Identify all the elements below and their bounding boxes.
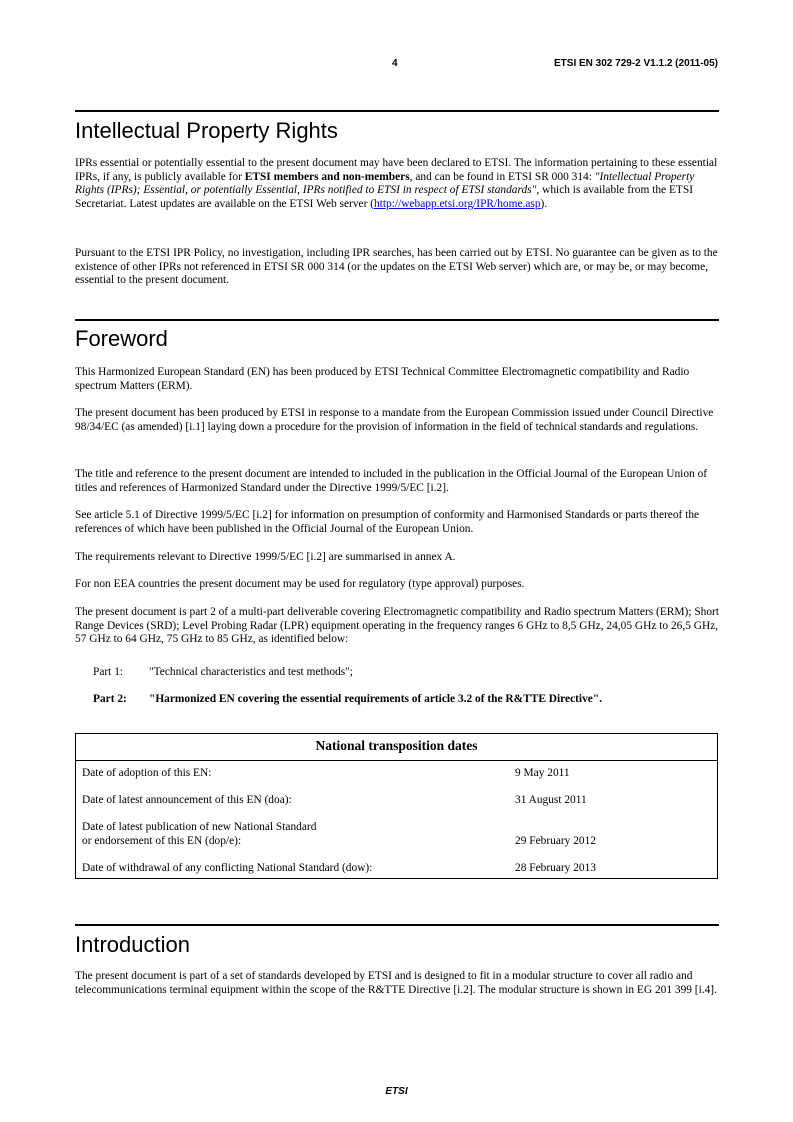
document-id: ETSI EN 302 729-2 V1.1.2 (2011-05) xyxy=(554,58,718,69)
part-1-line xyxy=(93,665,353,679)
ipr-paragraph-1: IPRs essential or potentially essential to the present document may have been declared to ETSI. The information pertaining to these essential IPRs, if any, is publicly available for ETSI members and non-members, and can be found in ETSI SR 000 314: "Intellectual Property Rights (IPRs); Essential, or potentially Essential, IPRs notified to ETSI in respect of ETSI standards", which is available from the ETSI Secretariat. Latest updates are available on the ETSI Web server (http://webapp.etsi.org/IPR/home.asp). xyxy=(75,157,718,210)
table-row-label: Date of withdrawal of any conflicting National Standard (dow): xyxy=(82,862,373,874)
ipr-heading: Intellectual Property Rights xyxy=(75,118,338,143)
foreword-paragraph-7: The present document is part 2 of a multi-part deliverable covering Electromagnetic compatibility and Radio spectrum Matters (ERM); Short Range Devices (SRD); Level Probing Radar (LPR) equipment operating in the frequency ranges 6 GHz to 8,5 GHz, 24,05 GHz to 26,5 GHz, 57 GHz to 64 GHz, 75 GHz to 85 GHz, as identified below: xyxy=(75,606,720,645)
part-1-label: Part 1: xyxy=(93,666,124,678)
table-row-label: Date of adoption of this EN: xyxy=(82,767,212,779)
foreword-paragraph-4: See article 5.1 of Directive 1999/5/EC [i.2] for information on presumption of conformity and Harmonised Standards or parts thereof the references of which have been published in the Official Journal of the European Union. xyxy=(75,509,700,535)
part-2-title: "Harmonized EN covering the essential requirements of article 3.2 of the R&TTE Directive". xyxy=(149,693,602,705)
table-row-value: 9 May 2011 xyxy=(515,767,570,779)
page-number: 4 xyxy=(392,58,398,69)
part-1-title: "Technical characteristics and test methods"; xyxy=(149,666,353,678)
section-rule-introduction xyxy=(75,924,719,926)
transposition-dates-table xyxy=(75,733,718,879)
table-row-value: 31 August 2011 xyxy=(515,794,587,806)
table-title-divider xyxy=(76,760,717,761)
ipr-link[interactable]: http://webapp.etsi.org/IPR/home.asp xyxy=(374,197,541,210)
foreword-paragraph-3: The title and reference to the present document are intended to included in the publication in the Official Journal of the European Union of titles and references of Harmonized Standard under the Directive 1999/5/EC [i.2]. xyxy=(75,468,708,494)
section-rule-foreword xyxy=(75,319,719,321)
table-row-label-line-1: Date of latest publication of new National Standard xyxy=(82,821,317,833)
table-row-label-line-2: or endorsement of this EN (dop/e): xyxy=(82,835,242,847)
part-2-label: Part 2: xyxy=(93,693,127,705)
ipr-paragraph-2: Pursuant to the ETSI IPR Policy, no investigation, including IPR searches, has been carried out by ETSI. No guarantee can be given as to the existence of other IPRs not referenced in ETSI SR 000 314 (or the updates on the ETSI Web server) which are, or may be, or may become, essential to the present document. xyxy=(75,247,718,286)
foreword-paragraph-6: For non EEA countries the present document may be used for regulatory (type approval) purposes. xyxy=(75,578,525,590)
section-rule-ipr xyxy=(75,110,719,112)
table-row-label: Date of latest announcement of this EN (doa): xyxy=(82,794,292,806)
introduction-heading: Introduction xyxy=(75,932,190,957)
table-title: National transposition dates xyxy=(315,738,478,753)
foreword-paragraph-5: The requirements relevant to Directive 1999/5/EC [i.2] are summarised in annex A. xyxy=(75,551,456,563)
table-row-value: 29 February 2012 xyxy=(515,835,596,847)
footer-etsi: ETSI xyxy=(385,1086,408,1097)
part-2-line xyxy=(93,692,602,706)
foreword-heading: Foreword xyxy=(75,326,168,351)
table-row-value: 28 February 2013 xyxy=(515,862,596,874)
foreword-paragraph-1: This Harmonized European Standard (EN) has been produced by ETSI Technical Committee Electromagnetic compatibility and Radio spectrum Matters (ERM). xyxy=(75,366,690,392)
introduction-paragraph-1: The present document is part of a set of standards developed by ETSI and is designed to fit in a modular structure to cover all radio and telecommunications terminal equipment within the scope of the R&TTE Directive [i.2]. The modular structure is shown in EG 201 399 [i.4]. xyxy=(75,970,717,996)
foreword-paragraph-2: The present document has been produced by ETSI in response to a mandate from the European Commission issued under Council Directive 98/34/EC (as amended) [i.1] laying down a procedure for the provision of information in the field of technical standards and regulations. xyxy=(75,407,714,433)
